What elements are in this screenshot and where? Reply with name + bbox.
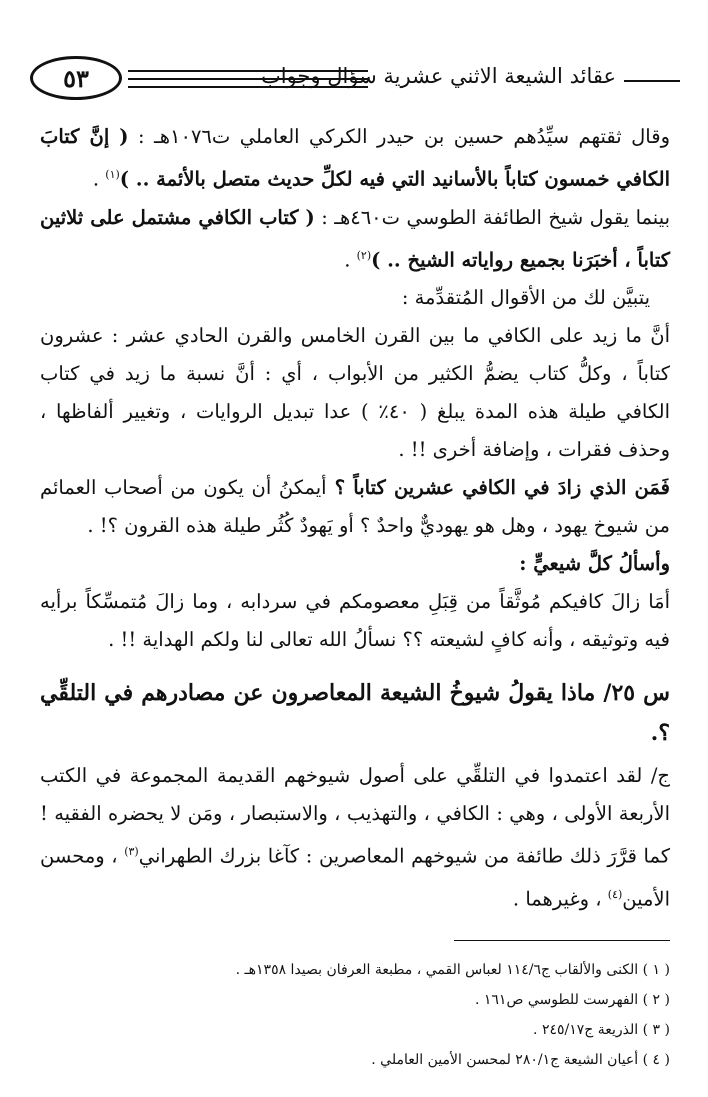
footnote: ( ٣ ) الذريعة ج٢٤٥/١٧ . [533, 1022, 670, 1038]
footnote: ( ٢ ) الفهرست للطوسي ص١٦١ . [474, 992, 670, 1008]
section-label: وأسألُ كلَّ شيعيٍّ : [519, 552, 670, 575]
footnote-separator [454, 940, 670, 941]
body-text: ، ومحسن الأمين [40, 844, 670, 910]
quote-text: ( كتاب الكافي مشتمل على ثلاثين كتاباً ، أخبَرَنا بجميع رواياته الشيخ .. ) [40, 205, 670, 271]
paragraph: وقال ثقتهم سيِّدُهم حسين بن حيدر الكركي العاملي ت١٠٧٦هـ : ( إنَّ كتابَ الكافي خمسون كتاباً بالأسانيد التي فيه لكلِّ حديث متصل بالأئمة .. )$^{(١)}$ . [40, 125, 670, 191]
paragraph: بينما يقول شيخ الطائفة الطوسي ت٤٦٠هـ : ( كتاب الكافي مشتمل على ثلاثين كتاباً ، أخبَرَنا بجميع رواياته الشيخ .. )$^{(٢)}$ . [40, 205, 671, 271]
body-text: وقال ثقتهم سيِّدُهم حسين بن حيدر الكركي العاملي ت١٠٧٦هـ : [128, 125, 670, 148]
question-text: فَمَن الذي زادَ في الكافي عشرين كتاباً ؟ [326, 476, 670, 499]
footnote-ref: (١) [105, 168, 120, 181]
body-text: ج/ لقد اعتمدوا في التلقِّي على أصول شيوخهم القديمة المجموعة في الكتب الأربعة الأولى ، وهي : الكافي ، والتهذيب ، والاستبصار ، ومَن لا يحضره الفقيه ! كما قرَّرَ ذلك طائفة من شيوخهم المعاصرين : كآغا بزرك الطهراني [40, 764, 671, 868]
header-rule [624, 80, 680, 82]
page-body [40, 118, 670, 918]
page-header [30, 52, 680, 110]
body-text: ، وغيرهما . [512, 887, 608, 910]
running-title: عقائد الشيعة الاثني عشرية سؤال وجواب [260, 64, 616, 88]
question-heading: س ٢٥/ ماذا يقولُ شيوخُ الشيعة المعاصرون عن مصادرهم في التلقِّي ؟. [40, 680, 671, 746]
paragraph [40, 469, 670, 545]
footnote: ( ٤ ) أعيان الشيعة ج٢٨٠/١ لمحسن الأمين العاملي . [371, 1052, 670, 1068]
page-number: ٥٣ [30, 56, 122, 100]
paragraph: أنَّ ما زيد على الكافي ما بين القرن الخامس والقرن الحادي عشر : عشرون كتاباً ، وكلُّ كتاب يضمُّ الكثير من الأبواب ، أي : أنَّ نسبة ما زيد في كتاب الكافي طيلة هذه المدة يبلغ ( ٤٠٪ ) عدا تبديل الروايات ، وتغيير ألفاظها ، وحذف فقرات ، وإضافة أخرى !! . [40, 324, 670, 461]
paragraph: يتبيَّن لك من الأقوال المُتقدِّمة : [401, 286, 650, 309]
footnote-ref: (٤) [607, 887, 623, 901]
paragraph: أمَا زالَ كافيكم مُوثَّقاً من قِبَلِ معصومكم في سردابه ، وما زالَ مُتمسِّكاً برأيه فيه وتوثيقه ، وأنه كافٍ لشيعته ؟؟ نسألُ الله تعالى لنا ولكم الهداية !! . [40, 590, 670, 651]
quote-text: ( إنَّ كتابَ الكافي خمسون كتاباً بالأسانيد التي فيه لكلِّ حديث متصل بالأئمة .. ) [40, 125, 670, 191]
body-text: بينما يقول شيخ الطائفة الطوسي ت٤٦٠هـ : [314, 205, 671, 229]
paragraph [40, 757, 670, 918]
footnote: ( ١ ) الكنى والألقاب ج١١٤/٦ لعباس القمي ، مطبعة العرفان بصيدا ١٣٥٨هـ . [235, 962, 670, 978]
body-text: أيمكنُ أن يكون من أصحاب العمائم من شيوخ يهود ، وهل هو يهوديٌّ واحدٌ ؟ أو يَهودٌ كُثُر طيلة هذه القرون ؟! . [40, 476, 670, 537]
footnote-ref: (٢) [356, 248, 372, 262]
footnotes [40, 955, 670, 1075]
footnote-ref: (٣) [124, 845, 139, 858]
